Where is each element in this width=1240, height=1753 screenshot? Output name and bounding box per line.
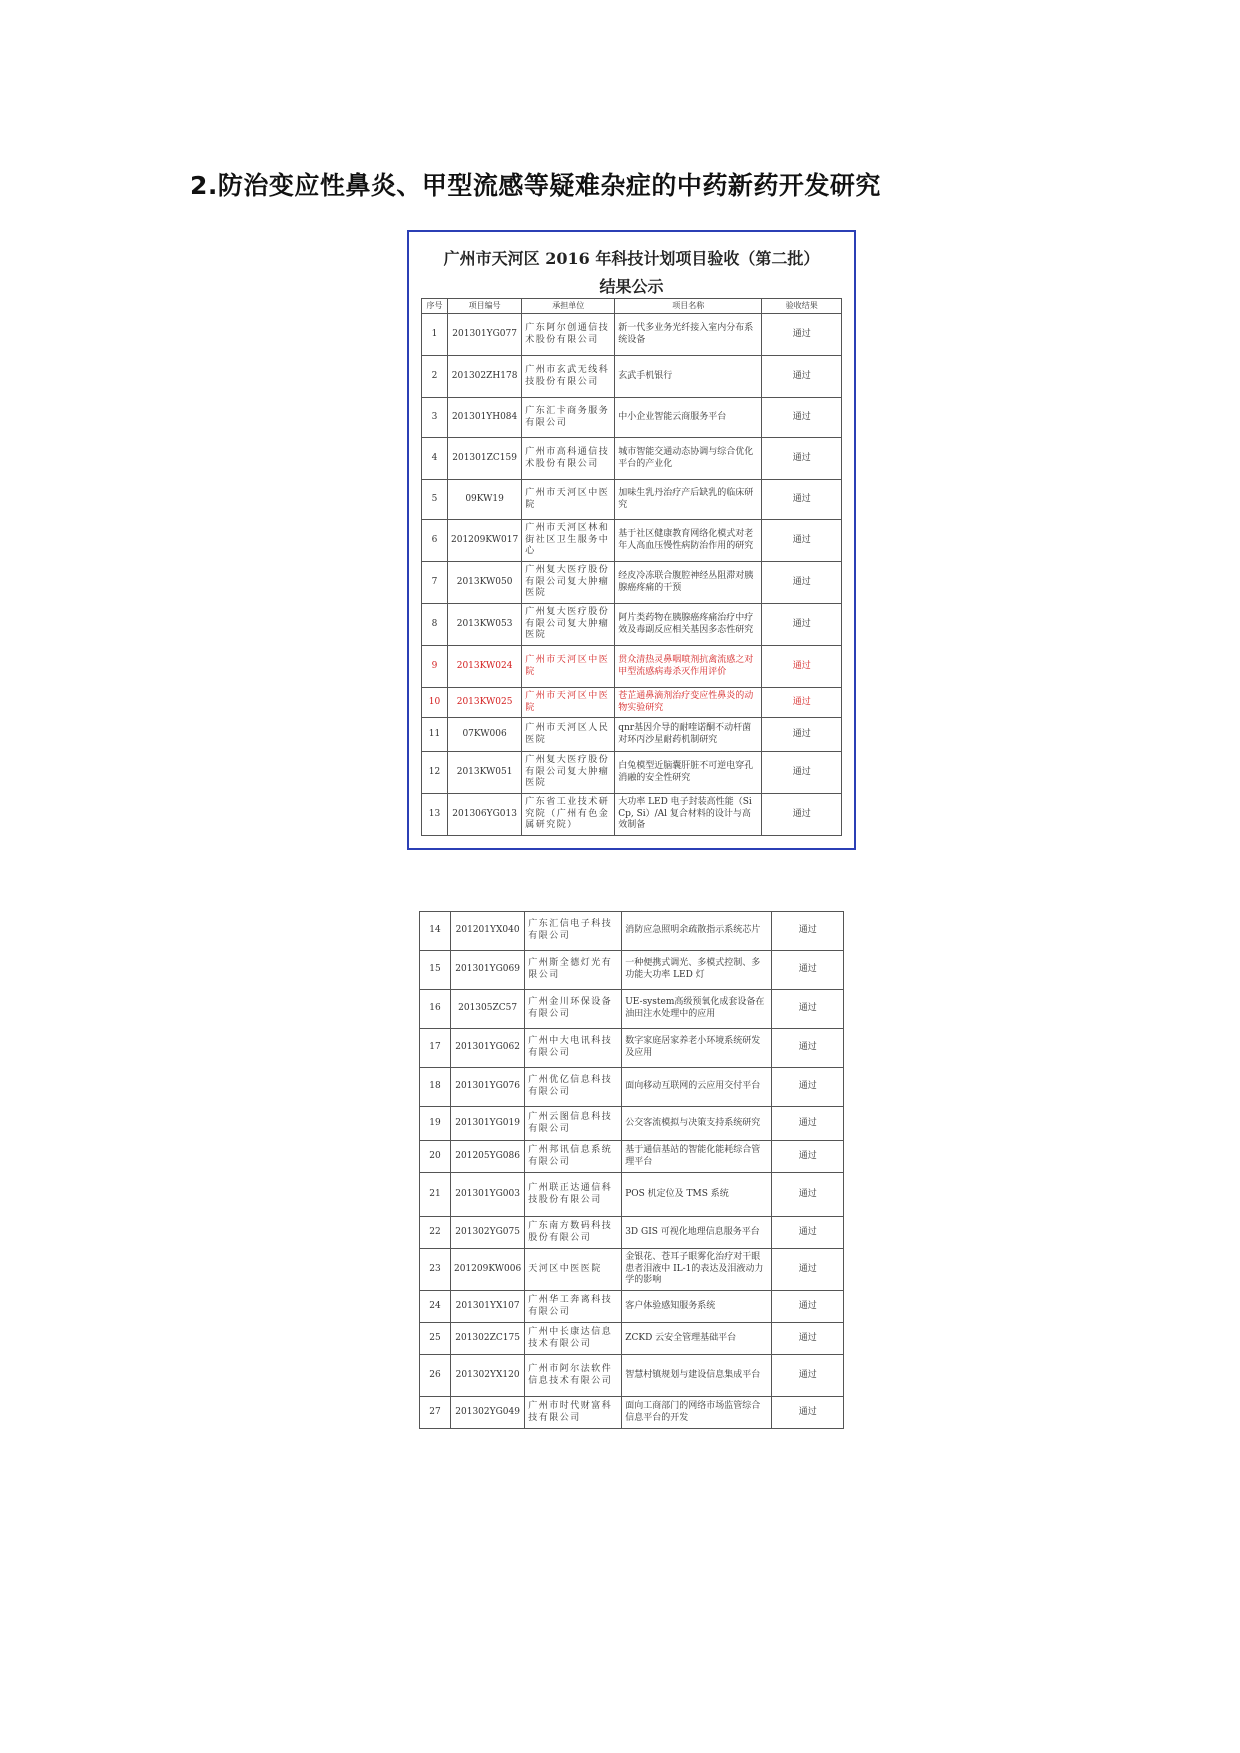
row-result: 通过 <box>762 718 842 752</box>
row-project-name: qnr基因介导的耐喹诺酮不动杆菌对环丙沙星耐药机制研究 <box>615 718 762 752</box>
col-header-code: 项目编号 <box>448 299 522 314</box>
row-code: 201301YG003 <box>451 1173 525 1217</box>
row-org: 广州邦讯信息系统有限公司 <box>525 1141 622 1173</box>
row-project-name: 中小企业智能云商服务平台 <box>615 398 762 438</box>
row-seq: 10 <box>422 688 448 718</box>
table-row <box>422 718 842 752</box>
row-org: 天河区中医医院 <box>525 1249 622 1291</box>
row-seq: 5 <box>422 480 448 520</box>
row-org: 广州金川环保设备有限公司 <box>525 990 622 1029</box>
section-heading: 2.防治变应性鼻炎、甲型流感等疑难杂症的中药新药开发研究 <box>190 171 881 200</box>
row-project-name: 一种便携式调光、多模式控制、多功能大功率 LED 灯 <box>622 951 772 990</box>
row-seq: 11 <box>422 718 448 752</box>
row-seq: 20 <box>420 1141 451 1173</box>
notice-title: 广州市天河区 2016 年科技计划项目验收（第二批） <box>443 249 820 268</box>
row-org: 广州中长康达信息技术有限公司 <box>525 1323 622 1355</box>
row-org: 广州华工奔离科技有限公司 <box>525 1291 622 1323</box>
row-project-name: ZCKD 云安全管理基础平台 <box>622 1323 772 1355</box>
table-row <box>422 520 842 562</box>
row-org: 广州市天河区中医院 <box>522 646 615 688</box>
row-project-name: 面向工商部门的网络市场监管综合信息平台的开发 <box>622 1397 772 1429</box>
row-result: 通过 <box>772 990 844 1029</box>
row-result: 通过 <box>772 1068 844 1107</box>
row-result: 通过 <box>772 1291 844 1323</box>
table-row <box>422 752 842 794</box>
notice-image-part2 <box>419 911 844 1429</box>
row-project-name: 新一代多业务光纤接入室内分布系统设备 <box>615 314 762 356</box>
row-code: 201301ZC159 <box>448 438 522 480</box>
table-row <box>420 1217 844 1249</box>
row-code: 201301YG069 <box>451 951 525 990</box>
row-project-name: 智慧村镇规划与建设信息集成平台 <box>622 1355 772 1397</box>
row-seq: 2 <box>422 356 448 398</box>
row-code: 2013KW024 <box>448 646 522 688</box>
row-project-name: POS 机定位及 TMS 系统 <box>622 1173 772 1217</box>
row-code: 2013KW053 <box>448 604 522 646</box>
row-result: 通过 <box>762 562 842 604</box>
row-result: 通过 <box>762 520 842 562</box>
row-project-name: 3D GIS 可视化地理信息服务平台 <box>622 1217 772 1249</box>
col-header-name: 项目名称 <box>615 299 762 314</box>
table-row <box>422 794 842 836</box>
row-seq: 4 <box>422 438 448 480</box>
row-project-name: 大功率 LED 电子封装高性能（SiCp, Si）/Al 复合材料的设计与高效制备 <box>615 794 762 836</box>
row-org: 广州复大医疗股份有限公司复大肿瘤医院 <box>522 604 615 646</box>
row-org: 广州市天河区人民医院 <box>522 718 615 752</box>
project-table-part1 <box>421 298 842 836</box>
table-row <box>420 951 844 990</box>
row-project-name: 数字家庭居家养老小环境系统研发及应用 <box>622 1029 772 1068</box>
row-result: 通过 <box>762 646 842 688</box>
row-result: 通过 <box>772 1397 844 1429</box>
row-seq: 21 <box>420 1173 451 1217</box>
row-org: 广州市时代财富科技有限公司 <box>525 1397 622 1429</box>
row-result: 通过 <box>772 1141 844 1173</box>
row-project-name: 加味生乳丹治疗产后缺乳的临床研究 <box>615 480 762 520</box>
row-code: 201209KW006 <box>451 1249 525 1291</box>
row-project-name: 经皮冷冻联合腹腔神经丛阻滞对胰腺癌疼痛的干预 <box>615 562 762 604</box>
row-code: 2013KW025 <box>448 688 522 718</box>
row-org: 广东阿尔创通信技术股份有限公司 <box>522 314 615 356</box>
table-row <box>420 1291 844 1323</box>
table-header-row <box>422 299 842 314</box>
row-code: 201301YG076 <box>451 1068 525 1107</box>
table-row <box>422 480 842 520</box>
row-project-name: 阿片类药物在胰腺癌疼痛治疗中疗效及毒副反应相关基因多态性研究 <box>615 604 762 646</box>
row-project-name: 城市智能交通动态协调与综合优化平台的产业化 <box>615 438 762 480</box>
row-code: 2013KW051 <box>448 752 522 794</box>
row-result: 通过 <box>762 794 842 836</box>
col-header-result: 验收结果 <box>762 299 842 314</box>
row-code: 2013KW050 <box>448 562 522 604</box>
row-org: 广州优亿信息科技有限公司 <box>525 1068 622 1107</box>
row-seq: 14 <box>420 912 451 951</box>
table-row <box>422 562 842 604</box>
row-seq: 3 <box>422 398 448 438</box>
row-org: 广东南方数码科技股份有限公司 <box>525 1217 622 1249</box>
row-org: 广州斯全德灯光有限公司 <box>525 951 622 990</box>
row-code: 201301YX107 <box>451 1291 525 1323</box>
row-project-name: 玄武手机银行 <box>615 356 762 398</box>
row-code: 201306YG013 <box>448 794 522 836</box>
row-project-name: 苍芷通鼻滴剂治疗变应性鼻炎的动物实验研究 <box>615 688 762 718</box>
table-row <box>420 912 844 951</box>
row-result: 通过 <box>762 480 842 520</box>
row-code: 201305ZC57 <box>451 990 525 1029</box>
row-result: 通过 <box>762 314 842 356</box>
row-project-name: 白兔模型近脑囊肝脏不可逆电穿孔消融的安全性研究 <box>615 752 762 794</box>
row-org: 广州复大医疗股份有限公司复大肿瘤医院 <box>522 752 615 794</box>
row-code: 201205YG086 <box>451 1141 525 1173</box>
row-org: 广州市天河区林和街社区卫生服务中心 <box>522 520 615 562</box>
table-row <box>420 1068 844 1107</box>
row-result: 通过 <box>772 1323 844 1355</box>
row-result: 通过 <box>772 1217 844 1249</box>
table-row <box>422 604 842 646</box>
row-seq: 1 <box>422 314 448 356</box>
row-seq: 26 <box>420 1355 451 1397</box>
row-result: 通过 <box>772 1249 844 1291</box>
row-seq: 6 <box>422 520 448 562</box>
row-seq: 24 <box>420 1291 451 1323</box>
row-result: 通过 <box>772 1107 844 1141</box>
table-row <box>420 1355 844 1397</box>
row-org: 广州市天河区中医院 <box>522 688 615 718</box>
row-org: 广州市玄武无线科技股份有限公司 <box>522 356 615 398</box>
row-code: 201302ZH178 <box>448 356 522 398</box>
row-result: 通过 <box>762 438 842 480</box>
project-table-part2 <box>419 911 844 1429</box>
row-code: 201301YG062 <box>451 1029 525 1068</box>
row-seq: 15 <box>420 951 451 990</box>
row-seq: 13 <box>422 794 448 836</box>
row-project-name: 金银花、苍耳子眼雾化治疗对干眼患者泪液中 IL-1的表达及泪液动力学的影响 <box>622 1249 772 1291</box>
row-result: 通过 <box>762 688 842 718</box>
table-row-highlighted <box>422 646 842 688</box>
row-result: 通过 <box>772 1173 844 1217</box>
table-row <box>420 1141 844 1173</box>
row-code: 09KW19 <box>448 480 522 520</box>
table-row <box>420 1173 844 1217</box>
row-result: 通过 <box>772 1355 844 1397</box>
row-org: 广州复大医疗股份有限公司复大肿瘤医院 <box>522 562 615 604</box>
col-header-org: 承担单位 <box>522 299 615 314</box>
table-row <box>420 990 844 1029</box>
row-code: 201301YG077 <box>448 314 522 356</box>
table-row <box>420 1029 844 1068</box>
table-row <box>420 1397 844 1429</box>
row-org: 广州中大电讯科技有限公司 <box>525 1029 622 1068</box>
table-row <box>420 1107 844 1141</box>
row-result: 通过 <box>772 912 844 951</box>
row-org: 广东省工业技术研究院（广州有色金属研究院） <box>522 794 615 836</box>
row-org: 广州市天河区中医院 <box>522 480 615 520</box>
row-code: 201301YH084 <box>448 398 522 438</box>
row-code: 201301YG019 <box>451 1107 525 1141</box>
row-seq: 7 <box>422 562 448 604</box>
row-org: 广东汇信电子科技有限公司 <box>525 912 622 951</box>
table-row <box>420 1249 844 1291</box>
row-project-name: 公交客流模拟与决策支持系统研究 <box>622 1107 772 1141</box>
row-org: 广州云图信息科技有限公司 <box>525 1107 622 1141</box>
row-code: 201302YG049 <box>451 1397 525 1429</box>
row-result: 通过 <box>762 752 842 794</box>
table-row-highlighted <box>422 688 842 718</box>
row-org: 广东汇卡商务服务有限公司 <box>522 398 615 438</box>
row-seq: 17 <box>420 1029 451 1068</box>
row-org: 广州市高科通信技术股份有限公司 <box>522 438 615 480</box>
table-row <box>422 356 842 398</box>
table-row <box>422 314 842 356</box>
row-seq: 9 <box>422 646 448 688</box>
row-code: 201209KW017 <box>448 520 522 562</box>
row-seq: 18 <box>420 1068 451 1107</box>
notice-subtitle: 结果公示 <box>599 277 664 296</box>
table-row <box>422 398 842 438</box>
row-code: 201302YX120 <box>451 1355 525 1397</box>
row-seq: 16 <box>420 990 451 1029</box>
row-seq: 23 <box>420 1249 451 1291</box>
row-code: 201302YG075 <box>451 1217 525 1249</box>
table-row <box>422 438 842 480</box>
row-result: 通过 <box>772 951 844 990</box>
row-project-name: 客户体验感知服务系统 <box>622 1291 772 1323</box>
row-result: 通过 <box>762 604 842 646</box>
row-project-name: 消防应急照明余疏散指示系统芯片 <box>622 912 772 951</box>
row-code: 201201YX040 <box>451 912 525 951</box>
row-org: 广州市阿尔法软件信息技术有限公司 <box>525 1355 622 1397</box>
row-org: 广州联正达通信科技股份有限公司 <box>525 1173 622 1217</box>
row-code: 201302ZC175 <box>451 1323 525 1355</box>
table-row <box>420 1323 844 1355</box>
row-seq: 8 <box>422 604 448 646</box>
row-result: 通过 <box>772 1029 844 1068</box>
row-project-name: 面向移动互联网的云应用交付平台 <box>622 1068 772 1107</box>
row-seq: 12 <box>422 752 448 794</box>
row-result: 通过 <box>762 356 842 398</box>
row-project-name: 基于社区健康教育网络化模式对老年人高血压慢性病防治作用的研究 <box>615 520 762 562</box>
notice-image-part1 <box>407 230 856 850</box>
row-result: 通过 <box>762 398 842 438</box>
row-seq: 22 <box>420 1217 451 1249</box>
row-project-name: 基于通信基站的智能化能耗综合管理平台 <box>622 1141 772 1173</box>
row-seq: 27 <box>420 1397 451 1429</box>
row-project-name: 贯众清热灵鼻咽喷剂抗禽流感之对甲型流感病毒杀灭作用评价 <box>615 646 762 688</box>
row-code: 07KW006 <box>448 718 522 752</box>
col-header-seq: 序号 <box>422 299 448 314</box>
row-seq: 25 <box>420 1323 451 1355</box>
row-project-name: UE-system高级预氧化成套设备在油田注水处理中的应用 <box>622 990 772 1029</box>
row-seq: 19 <box>420 1107 451 1141</box>
